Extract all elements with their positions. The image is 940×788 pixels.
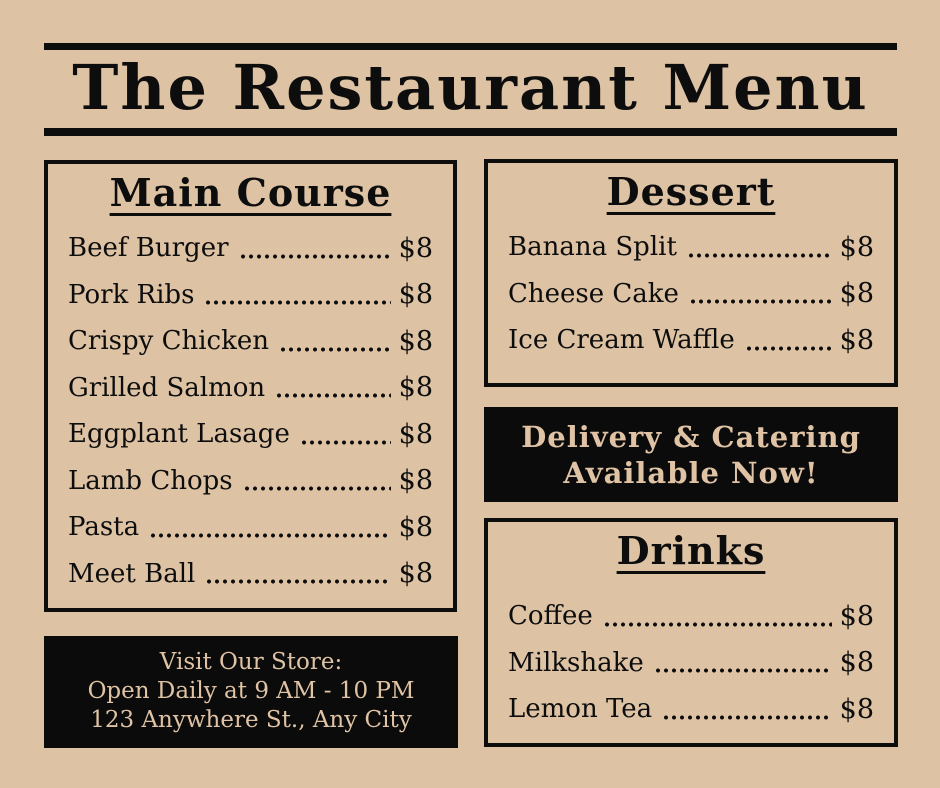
item-name: Ice Cream Waffle (508, 325, 735, 356)
dessert-section (484, 159, 898, 387)
store-banner-line1: Visit Our Store: (159, 649, 343, 675)
dessert-heading: Dessert (606, 169, 776, 214)
item-price: $8 (839, 600, 874, 632)
item-name: Cheese Cake (508, 278, 679, 309)
store-banner (44, 636, 458, 748)
dotted-leader (745, 346, 832, 351)
item-price: $8 (398, 558, 433, 590)
item-price: $8 (839, 231, 874, 263)
item-price: $8 (398, 511, 433, 543)
menu-item (508, 640, 874, 687)
dotted-leader (603, 622, 832, 627)
title-bottom-rule (44, 128, 897, 136)
drinks-section (484, 518, 898, 747)
item-price: $8 (839, 324, 874, 356)
item-name: Lamb Chops (68, 465, 233, 496)
item-name: Crispy Chicken (68, 326, 269, 357)
item-name: Eggplant Lasage (68, 419, 290, 450)
item-price: $8 (398, 372, 433, 404)
drinks-heading: Drinks (616, 528, 766, 573)
top-rule (44, 43, 897, 50)
menu-item (68, 551, 433, 598)
item-name: Grilled Salmon (68, 372, 266, 403)
item-price: $8 (398, 279, 433, 311)
store-banner-line2: Open Daily at 9 AM - 10 PM (87, 678, 415, 704)
menu-item (508, 317, 874, 364)
dotted-leader (275, 393, 391, 398)
main-course-section (44, 160, 457, 612)
drinks-items (488, 593, 894, 733)
item-name: Pork Ribs (68, 279, 195, 310)
dotted-leader (149, 533, 391, 538)
menu-item (68, 504, 433, 551)
dotted-leader (279, 347, 391, 352)
menu-item (68, 411, 433, 458)
dotted-leader (239, 254, 391, 259)
menu-item (68, 458, 433, 505)
delivery-banner (484, 407, 898, 502)
menu-item (508, 593, 874, 640)
dotted-leader (205, 579, 390, 584)
menu-item (508, 686, 874, 733)
dotted-leader (204, 300, 390, 305)
item-name: Lemon Tea (508, 694, 653, 725)
menu-item (68, 318, 433, 365)
item-name: Meet Ball (68, 558, 196, 589)
store-banner-line3: 123 Anywhere St., Any City (90, 707, 412, 733)
dotted-leader (243, 486, 391, 491)
menu-item (68, 365, 433, 412)
item-name: Milkshake (508, 647, 644, 678)
menu-item (508, 271, 874, 318)
item-price: $8 (839, 693, 874, 725)
menu-item (68, 272, 433, 319)
item-name: Coffee (508, 601, 593, 632)
item-price: $8 (839, 278, 874, 310)
item-price: $8 (839, 647, 874, 679)
menu-item (508, 224, 874, 271)
main-course-items (48, 225, 453, 597)
dotted-leader (654, 668, 832, 673)
dotted-leader (687, 253, 832, 258)
dotted-leader (300, 440, 391, 445)
dotted-leader (662, 715, 831, 720)
item-price: $8 (398, 325, 433, 357)
item-price: $8 (398, 465, 433, 497)
delivery-banner-line1: Delivery & Catering (521, 420, 861, 454)
delivery-banner-line2: Available Now! (563, 456, 819, 490)
item-name: Banana Split (508, 232, 677, 263)
dessert-items (488, 224, 894, 364)
item-name: Pasta (68, 512, 140, 543)
item-price: $8 (398, 418, 433, 450)
page-title: The Restaurant Menu (72, 51, 869, 124)
main-course-heading: Main Course (109, 170, 392, 215)
item-name: Beef Burger (68, 233, 229, 264)
dotted-leader (689, 299, 832, 304)
item-price: $8 (398, 232, 433, 264)
menu-item (68, 225, 433, 272)
